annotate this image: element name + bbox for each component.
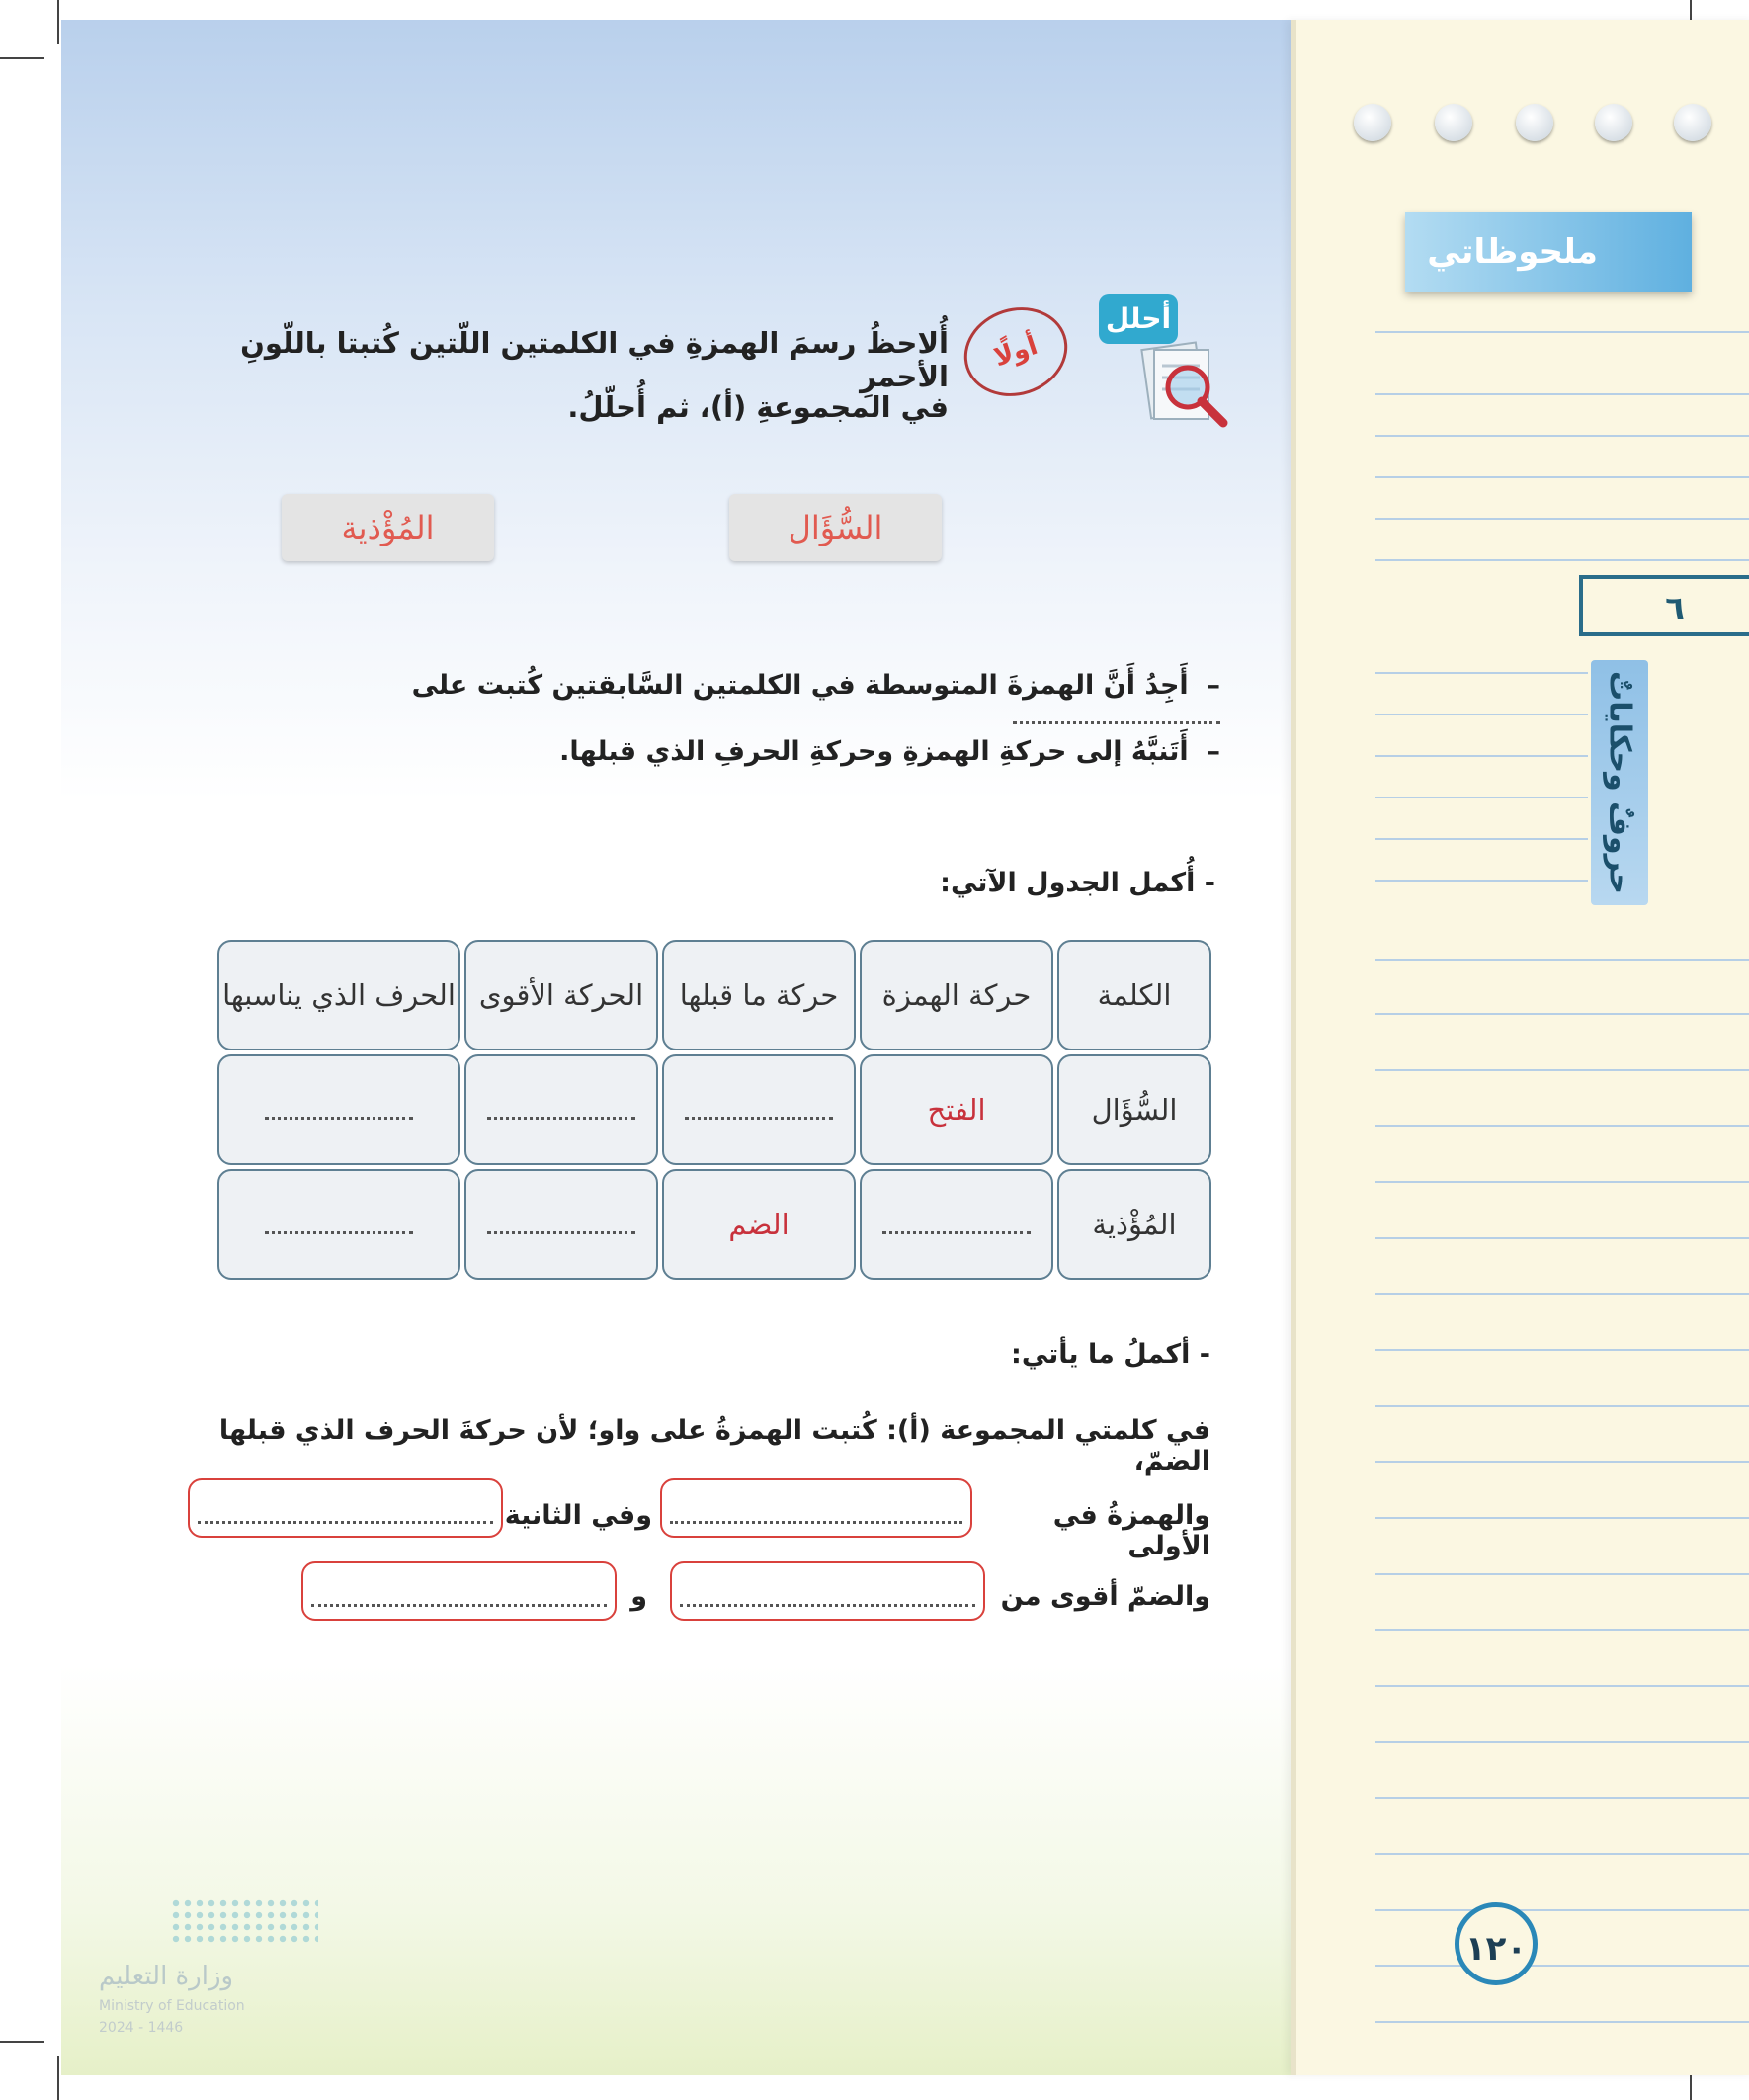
answer-box[interactable] (301, 1561, 617, 1621)
word-tag-1: السُّؤَال (729, 494, 942, 561)
note-line (1375, 476, 1749, 478)
table-header-cell: الحرف الذي يناسبها (217, 940, 460, 1050)
note-line (1375, 1797, 1749, 1799)
table-cell-blank[interactable] (464, 1169, 658, 1280)
table-header-cell: حركة ما قبلها (662, 940, 856, 1050)
note-line (1375, 559, 1749, 561)
note-line (1375, 1237, 1749, 1239)
table-cell-word: السُّؤَال (1057, 1054, 1211, 1165)
binder-ring-icon (1435, 104, 1472, 141)
ministry-logo-icon (170, 1897, 318, 1947)
table-header-cell: الكلمة (1057, 940, 1211, 1050)
note-line (1375, 1517, 1749, 1519)
note-line (1375, 1293, 1749, 1295)
section-label: أحلل (1099, 294, 1178, 344)
complete-line-2b: وفي الثانية (504, 1500, 652, 1531)
note-line (1375, 393, 1749, 395)
note-line (1375, 1741, 1749, 1743)
table-cell-word: المُؤْذية (1057, 1169, 1211, 1280)
crop-mark (0, 57, 44, 59)
table-cell: الضم (662, 1169, 856, 1280)
complete-line-1: في كلمتي المجموعة (أ): كُتبت الهمزةُ على واو؛ لأن حركةَ الحرف الذي قبلها الضمّ، (218, 1415, 1210, 1476)
table-cell-blank[interactable] (217, 1169, 460, 1280)
note-line (1375, 1965, 1749, 1967)
table-cell: الفتح (860, 1054, 1053, 1165)
instruction-line-2: في المجموعةِ (أ)، ثم أُحلّلُ. (567, 390, 949, 424)
note-line (1375, 672, 1588, 674)
note-line (1375, 1181, 1749, 1183)
table-row (217, 1169, 1211, 1280)
note-line (1375, 880, 1588, 882)
note-line (1375, 1573, 1749, 1575)
unit-title: حروفٌ وحكاياتٌ (1602, 671, 1637, 894)
first-badge: أولًا (953, 294, 1079, 409)
bullet-2-text: أَتَنبَّهُ إلى حركةِ الهمزةِ وحركةِ الحرفِ الذي قبلها. (559, 736, 1189, 767)
note-line (1375, 331, 1749, 333)
binder-ring-icon (1595, 104, 1632, 141)
binder-ring-icon (1674, 104, 1711, 141)
dash-icon: – (1188, 736, 1220, 767)
table-heading: - أُكمل الجدول الآتي: (940, 868, 1215, 898)
bullet-2 (203, 736, 1220, 767)
complete-heading: - أكملُ ما يأتي: (1011, 1339, 1210, 1370)
complete-line-3b: و (630, 1581, 647, 1612)
crop-mark (57, 0, 59, 44)
table-row (217, 1054, 1211, 1165)
bullet-1-text: أَجِدُ أَنَّ الهمزةَ المتوسطة في الكلمتين السَّابقتين كُتبت على (411, 670, 1189, 701)
magnifier-document-icon (1136, 336, 1235, 435)
table-header-cell: الحركة الأقوى (464, 940, 658, 1050)
note-line (1375, 435, 1749, 437)
bullet-1 (203, 670, 1220, 731)
note-line (1375, 1909, 1749, 1911)
answer-box[interactable] (188, 1478, 503, 1538)
note-line (1375, 1125, 1749, 1127)
dash-icon: – (1188, 670, 1220, 701)
answer-box[interactable] (660, 1478, 972, 1538)
ministry-name-ar: وزارة التعليم (99, 1962, 234, 1991)
note-line (1375, 797, 1588, 798)
binder-ring-icon (1354, 104, 1391, 141)
word-tag-2: المُؤْذية (282, 494, 494, 561)
note-line (1375, 518, 1749, 520)
edition-year: 2024 - 1446 (99, 2020, 184, 2036)
note-line (1375, 1853, 1749, 1855)
note-line (1375, 1069, 1749, 1071)
instruction-line-1: أُلاحظُ رسمَ الهمزةِ في الكلمتين اللّتين كُتبتا باللّونِ الأحمرِ (240, 326, 949, 393)
note-line (1375, 838, 1588, 840)
note-line (1375, 1461, 1749, 1463)
notes-title: ملحوظاتي (1405, 212, 1692, 292)
note-line (1375, 1349, 1749, 1351)
complete-line-3a: والضمّ أقوى من (1000, 1581, 1210, 1612)
complete-line-2a: والهمزةُ في الأولى (1052, 1500, 1210, 1561)
table-cell-blank[interactable] (860, 1169, 1053, 1280)
page-number: ١٢٠ (1455, 1902, 1538, 1985)
answer-box[interactable] (670, 1561, 985, 1621)
unit-title-tab (1591, 660, 1648, 905)
binder-ring-icon (1516, 104, 1553, 141)
table-header-cell: حركة الهمزة (860, 940, 1053, 1050)
crop-mark (0, 2041, 44, 2043)
note-line (1375, 1685, 1749, 1687)
note-line (1375, 1405, 1749, 1407)
note-line (1375, 2021, 1749, 2023)
unit-number: ٦ (1579, 575, 1749, 636)
note-line (1375, 714, 1588, 715)
analysis-table (213, 936, 1215, 1284)
table-header-row (217, 940, 1211, 1050)
notes-panel (1291, 20, 1749, 2075)
note-line (1375, 959, 1749, 961)
note-line (1375, 755, 1588, 757)
ministry-name-en: Ministry of Education (99, 1998, 245, 2014)
table-cell-blank[interactable] (464, 1054, 658, 1165)
table-cell-blank[interactable] (662, 1054, 856, 1165)
note-line (1375, 1013, 1749, 1015)
crop-mark (57, 2056, 59, 2100)
table-cell-blank[interactable] (217, 1054, 460, 1165)
answer-blank[interactable] (1013, 710, 1220, 724)
note-line (1375, 1629, 1749, 1631)
